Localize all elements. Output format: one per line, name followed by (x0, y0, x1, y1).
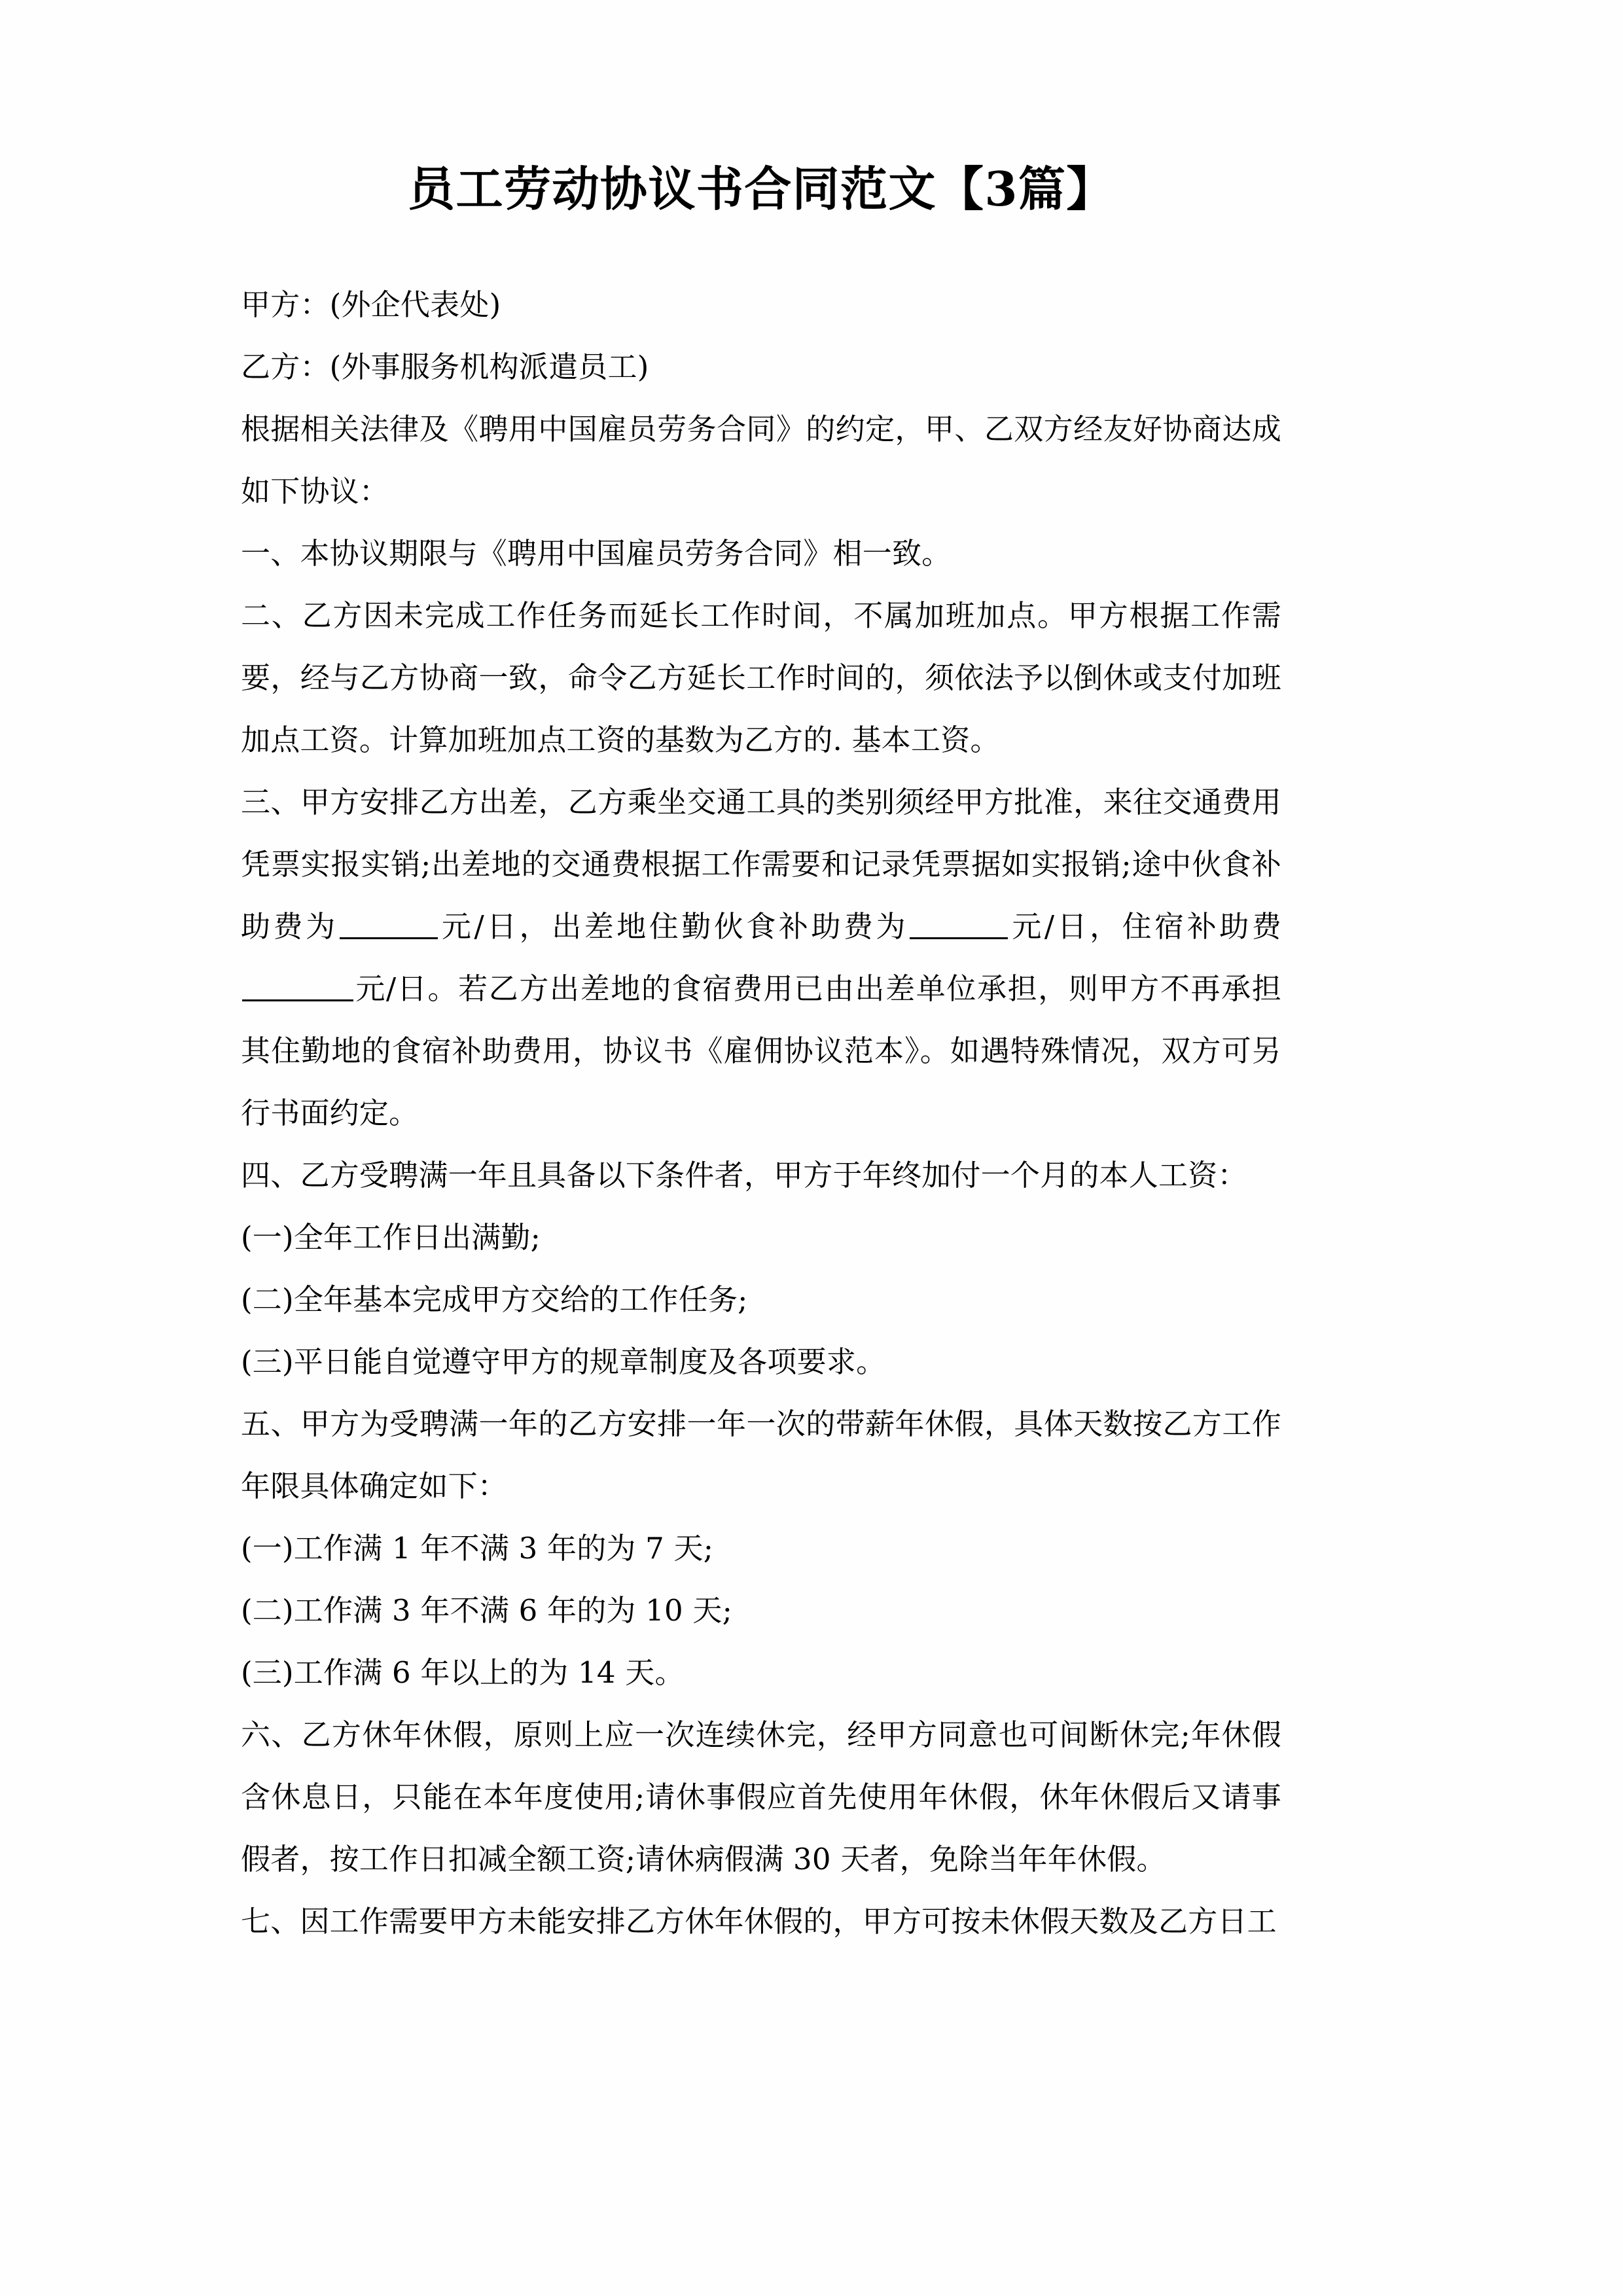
paragraph-article-5-item-3: (三)工作满 6 年以上的为 14 天。 (241, 1655, 685, 1691)
blank-field-lodging[interactable] (242, 999, 353, 1001)
paragraph-article-2: 二、乙方因未完成工作任务而延长工作时间，不属加班加点。甲方根据工作需要，经与乙方协商一致，命令乙方延长工作时间的，须依法予以倒休或支付加班加点工资。计算加班加点工资的基数为乙方的. 基本工资。 (241, 598, 1281, 758)
paragraph-article-7: 七、因工作需要甲方未能安排乙方休年休假的，甲方可按未休假天数及乙方日工 (241, 1904, 1277, 1939)
paragraph-article-6: 六、乙方休年休假，原则上应一次连续休完，经甲方同意也可间断休完;年休假含休息日，只能在本年度使用;请休事假应首先使用年休假，休年休假后又请事假者，按工作日扣减全额工资;请休病假满 30 天者，免除当年年休假。 (241, 1717, 1281, 1877)
blank-field-stay-meal[interactable] (910, 937, 1008, 939)
paragraph-party-a: 甲方：(外企代表处) (241, 287, 501, 323)
document-content-column (241, 0, 1281, 1952)
paragraph-article-5-item-2: (二)工作满 3 年不满 6 年的为 10 天; (241, 1593, 733, 1628)
paragraph-article-1: 一、本协议期限与《聘用中国雇员劳务合同》相一致。 (241, 536, 952, 571)
blank-field-travel-meal[interactable] (340, 937, 438, 939)
paragraph-article-5: 五、甲方为受聘满一年的乙方安排一年一次的带薪年休假，具体天数按乙方工作年限具体确定如下： (241, 1407, 1281, 1504)
paragraph-preamble: 根据相关法律及《聘用中国雇员劳务合同》的约定，甲、乙双方经友好协商达成如下协议： (241, 412, 1281, 509)
paragraph-article-4-item-1: (一)全年工作日出满勤; (241, 1220, 541, 1255)
page-title: 员工劳动协议书合同范文【3篇】 (408, 161, 1115, 217)
paragraph-article-4-item-3: (三)平日能自觉遵守甲方的规章制度及各项要求。 (241, 1344, 886, 1380)
article-3-text-1: 三、甲方安排乙方出差，乙方乘坐交通工具的类别须经甲方批准，来往交通费用凭票实报实销;出差地的交通费根据工作需要和记录凭票据如实报销;途中伙食补助费为 (241, 785, 1281, 944)
article-3-text-4: 元/日。若乙方出差地的食宿费用已由出差单位承担，则甲方不再承担其住勤地的食宿补助费用，协议书《雇佣协议范本》。如遇特殊情况，双方可另行书面约定。 (241, 971, 1281, 1131)
paragraph-article-5-item-1: (一)工作满 1 年不满 3 年的为 7 天; (241, 1531, 714, 1566)
paragraph-article-3 (241, 771, 1281, 1144)
paragraph-party-b: 乙方：(外事服务机构派遣员工) (241, 350, 649, 385)
paragraph-article-4: 四、乙方受聘满一年且具备以下条件者，甲方于年终加付一个月的本人工资： (241, 1158, 1247, 1193)
document-body (241, 274, 1281, 1952)
article-3-text-3: 元/日，住宿补助费 (1009, 909, 1282, 944)
paragraph-article-4-item-2: (二)全年基本完成甲方交给的工作任务; (241, 1282, 748, 1318)
article-3-text-2: 元/日，出差地住勤伙食补助费为 (438, 909, 909, 944)
